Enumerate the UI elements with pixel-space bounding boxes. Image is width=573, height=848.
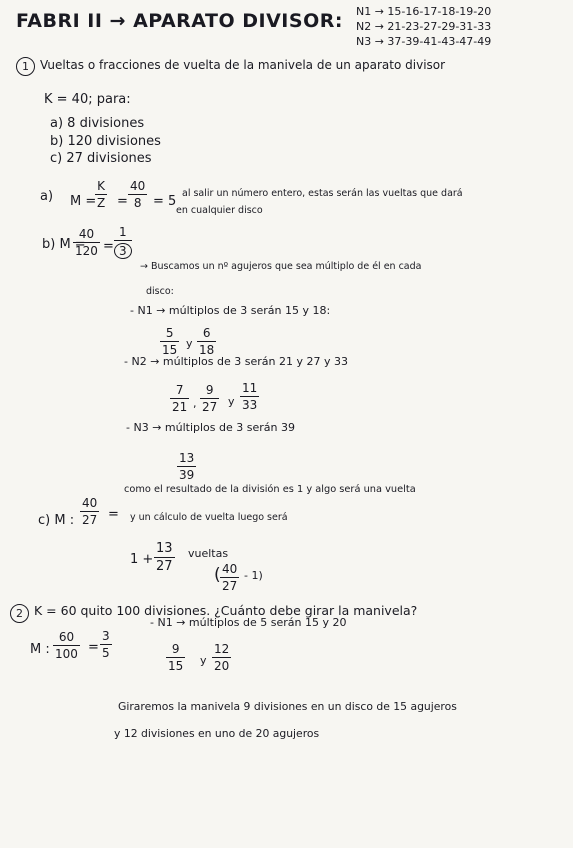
- part-b-n3-line: - N3 → múltiplos de 3 serán 39: [126, 421, 295, 434]
- part-b-label: b) M =: [42, 237, 86, 252]
- numerator: 7: [175, 383, 184, 397]
- denominator: 5: [102, 646, 110, 660]
- denominator: 21: [172, 400, 188, 414]
- fraction-bar: [114, 240, 132, 241]
- part-a-comment-2: en cualquier disco: [176, 205, 263, 216]
- exercise-2-equals: =: [88, 640, 99, 655]
- numerator: 5: [165, 326, 174, 340]
- denominator: 33: [242, 398, 258, 412]
- disc-n2: N2 → 21-23-27-29-31-33: [356, 20, 492, 33]
- numerator: 40: [130, 179, 146, 193]
- exercise-2-n1-line: - N1 → múltiplos de 5 serán 15 y 20: [150, 616, 347, 629]
- part-c-label: c) M :: [38, 513, 75, 528]
- exercise-2-fraction-60-100: [53, 631, 80, 660]
- fraction-bar: [73, 242, 100, 243]
- part-c-fraction-13-27: [154, 542, 175, 573]
- exercise-1-statement: Vueltas o fracciones de vuelta de la manivela de un aparato divisor: [40, 58, 446, 72]
- part-b-fraction-1-3: [114, 226, 132, 259]
- option-b: b) 120 divisiones: [50, 134, 161, 149]
- numerator: 9: [171, 642, 180, 656]
- part-b-search-1: → Buscamos un nº agujeros que sea múltiplo de él en cada: [140, 261, 422, 272]
- exercise-2-n1-y: y: [200, 654, 207, 667]
- part-b-n2-fraction-7-21: [170, 384, 189, 413]
- denominator: 27: [156, 559, 173, 574]
- denominator: 18: [199, 343, 215, 357]
- part-b-n1-line: - N1 → múltiplos de 3 serán 15 y 18:: [130, 304, 331, 317]
- part-c-fraction-40-27: [80, 497, 99, 526]
- disc-n3: N3 → 37-39-41-43-47-49: [356, 35, 492, 48]
- part-c-equals: =: [108, 507, 119, 522]
- option-a: a) 8 divisiones: [50, 116, 145, 131]
- fraction-bar: [80, 511, 99, 512]
- denominator: 3: [114, 243, 132, 259]
- part-b-fraction-40-120: [73, 228, 100, 257]
- fraction-bar: [166, 657, 185, 658]
- denominator: 15: [162, 343, 178, 357]
- numerator: 1: [119, 225, 127, 239]
- exercise-2-fraction-3-5: [100, 630, 112, 659]
- denominator: 8: [133, 196, 142, 210]
- exercise-2-m: M :: [30, 642, 50, 657]
- page-title: FABRI II → APARATO DIVISOR:: [16, 10, 343, 32]
- part-a-comment-1: al salir un número entero, estas serán las vueltas que dará: [182, 188, 463, 199]
- part-c-comment-2: y un cálculo de vuelta luego será: [130, 512, 288, 523]
- fraction-bar: [177, 466, 196, 467]
- disc-n1: N1 → 15-16-17-18-19-20: [356, 5, 492, 18]
- part-b-search-2: disco:: [146, 286, 174, 297]
- fraction-bar: [197, 341, 216, 342]
- denominator: 39: [179, 468, 195, 482]
- numerator: 9: [205, 383, 214, 397]
- exercise-2-fraction-12-20: [212, 643, 231, 672]
- part-b-n1-y: y: [186, 337, 193, 350]
- part-c-paren-open: (: [214, 565, 221, 585]
- fraction-bar: [160, 341, 179, 342]
- part-c-minus-one: - 1): [244, 569, 263, 582]
- part-c-fraction-40-27-b: [220, 563, 239, 592]
- exercise-2-statement: K = 60 quito 100 divisiones. ¿Cuánto debe girar la manivela?: [34, 603, 418, 618]
- numerator: 13: [179, 451, 195, 465]
- denominator: 120: [75, 244, 98, 258]
- numerator: 13: [156, 541, 173, 556]
- fraction-bar: [53, 645, 80, 646]
- part-a-m: M =: [70, 194, 97, 209]
- exercise-2-number: 2: [10, 604, 29, 623]
- fraction-bar: [200, 398, 219, 399]
- exercise-2-conclusion-1: Giraremos la manivela 9 divisiones en un disco de 15 agujeros: [118, 700, 457, 713]
- option-c: c) 27 divisiones: [50, 151, 152, 166]
- part-a-result: = 5: [153, 194, 177, 209]
- denominator: 15: [168, 659, 184, 673]
- part-b-equals: =: [103, 239, 114, 254]
- part-a-fraction-k-z: [95, 180, 107, 209]
- denominator: 27: [82, 513, 98, 527]
- fraction-bar: [95, 194, 107, 195]
- fraction-bar: [128, 194, 147, 195]
- numerator: 3: [102, 629, 110, 643]
- exercise-1-number: 1: [16, 57, 35, 76]
- part-b-n2-fraction-11-33: [240, 382, 259, 411]
- numerator: 40: [82, 496, 98, 510]
- denominator: Z: [97, 196, 106, 210]
- denominator: 27: [202, 400, 218, 414]
- fraction-bar: [100, 644, 112, 645]
- numerator: 12: [214, 642, 230, 656]
- part-c-vueltas: vueltas: [188, 547, 229, 560]
- fraction-bar: [240, 396, 259, 397]
- denominator: 27: [222, 579, 238, 593]
- part-b-n2-line: - N2 → múltiplos de 3 serán 21 y 27 y 33: [124, 355, 348, 368]
- part-b-n2-comma: ,: [193, 397, 197, 410]
- denominator: 100: [55, 647, 78, 661]
- numerator: 40: [222, 562, 238, 576]
- part-a-equals: =: [117, 194, 128, 209]
- fraction-bar: [212, 657, 231, 658]
- numerator: K: [97, 179, 106, 193]
- part-c-comment-1: como el resultado de la división es 1 y algo será una vuelta: [124, 484, 416, 495]
- exercise-2-conclusion-2: y 12 divisiones en uno de 20 agujeros: [114, 727, 320, 740]
- numerator: 6: [202, 326, 211, 340]
- fraction-bar: [170, 398, 189, 399]
- part-b-n3-fraction-13-39: [177, 452, 196, 481]
- part-a-label: a): [40, 189, 54, 204]
- fraction-bar: [154, 557, 175, 558]
- part-b-n1-fraction-5-15: [160, 327, 179, 356]
- k-line: K = 40; para:: [44, 92, 131, 107]
- part-c-one-plus: 1 +: [130, 552, 154, 567]
- part-b-n2-y: y: [228, 395, 235, 408]
- numerator: 11: [242, 381, 258, 395]
- numerator: 40: [78, 227, 95, 241]
- part-a-fraction-40-8: [128, 180, 147, 209]
- numerator: 60: [58, 630, 75, 644]
- part-b-n1-fraction-6-18: [197, 327, 216, 356]
- exercise-2-fraction-9-15: [166, 643, 185, 672]
- part-b-n2-fraction-9-27: [200, 384, 219, 413]
- fraction-bar: [220, 577, 239, 578]
- denominator: 20: [214, 659, 230, 673]
